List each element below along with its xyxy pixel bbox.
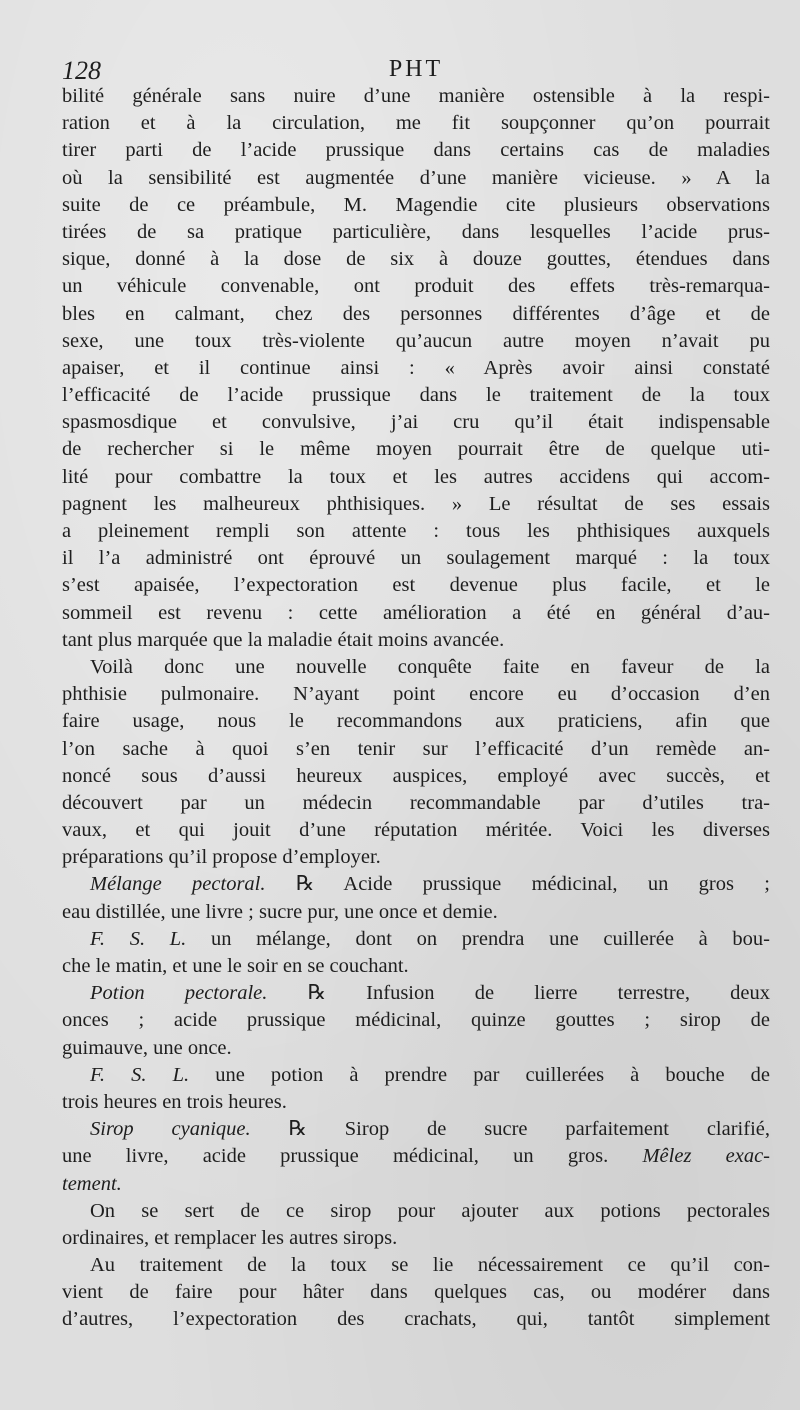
line-text: s’est apaisée, l’expectoration est devenue plus facile, et le bbox=[62, 574, 770, 597]
italic-text: Mêlez exac- bbox=[642, 1145, 770, 1168]
line-text: une potion à prendre par cuillerées à bouche de bbox=[189, 1063, 770, 1086]
text-line bbox=[62, 1171, 770, 1198]
line-text: sique, donné à la dose de six à douze gouttes, étendues dans bbox=[62, 248, 770, 271]
line-text: a pleinement rempli son attente : tous les phthisiques auxquels bbox=[62, 520, 770, 542]
text-line bbox=[62, 871, 770, 898]
line-text: On se sert de ce sirop pour ajouter aux potions pectorales bbox=[90, 1199, 770, 1222]
italic-heading: Potion pectorale. bbox=[90, 982, 268, 1005]
text-line bbox=[62, 301, 770, 328]
text-line bbox=[62, 355, 770, 382]
text-line bbox=[62, 844, 770, 871]
text-line bbox=[62, 246, 770, 273]
italic-heading: tement. bbox=[62, 1172, 122, 1195]
line-text: eau distillée, une livre ; sucre pur, une once et demie. bbox=[62, 900, 498, 923]
line-text: spasmosdique et convulsive, j’ai cru qu’il était indispensable bbox=[62, 411, 770, 434]
text-line bbox=[62, 436, 770, 463]
text-line bbox=[62, 1279, 770, 1306]
text-line bbox=[62, 926, 770, 953]
page-number: 128 bbox=[62, 56, 101, 85]
line-text: ℞ Infusion de lierre terrestre, deux bbox=[267, 982, 770, 1005]
line-text: guimauve, une once. bbox=[62, 1036, 232, 1059]
text-line bbox=[62, 165, 770, 192]
line-text: ration et à la circulation, me fit soupçonner qu’on pourrait bbox=[62, 112, 770, 135]
text-line bbox=[62, 518, 770, 545]
line-text: ordinaires, et remplacer les autres sirops. bbox=[62, 1226, 398, 1249]
text-line bbox=[62, 1062, 770, 1089]
text-line bbox=[62, 328, 770, 355]
text-line bbox=[62, 83, 770, 110]
italic-heading: F. S. L. bbox=[90, 927, 187, 950]
line-text: tant plus marquée que la maladie était moins avancée. bbox=[62, 628, 505, 651]
text-line bbox=[62, 736, 770, 763]
text-line bbox=[62, 382, 770, 409]
line-text: trois heures en trois heures. bbox=[62, 1090, 287, 1113]
text-line bbox=[62, 899, 770, 926]
italic-heading: F. S. L. bbox=[90, 1063, 190, 1086]
line-text: Voilà donc une nouvelle conquête faite en faveur de la bbox=[90, 655, 770, 678]
line-text: ℞ Sirop de sucre parfaitement clarifié, bbox=[250, 1118, 770, 1141]
text-line bbox=[62, 273, 770, 300]
line-text: un véhicule convenable, ont produit des effets très-remarqua- bbox=[62, 275, 770, 298]
line-text: ℞ Acide prussique médicinal, un gros ; bbox=[265, 873, 770, 896]
text-line bbox=[62, 1306, 770, 1333]
line-text: il l’a administré ont éprouvé un soulagement marqué : la toux bbox=[62, 547, 770, 570]
line-text: vaux, et qui jouit d’une réputation méritée. Voici les diverses bbox=[62, 819, 770, 842]
line-text: pagnent les malheureux phthisiques. » Le résultat de ses essais bbox=[62, 492, 770, 515]
text-line bbox=[62, 219, 770, 246]
text-line bbox=[62, 1225, 770, 1252]
text-line bbox=[62, 654, 770, 681]
text-line bbox=[62, 110, 770, 137]
body-text bbox=[62, 83, 770, 1334]
text-line bbox=[62, 817, 770, 844]
text-line bbox=[62, 708, 770, 735]
text-line bbox=[62, 1252, 770, 1279]
line-text: faire usage, nous le recommandons aux praticiens, afin que bbox=[62, 710, 770, 733]
text-line bbox=[62, 545, 770, 572]
line-text: bilité générale sans nuire d’une manière ostensible à la respi- bbox=[62, 85, 770, 107]
text-line bbox=[62, 627, 770, 654]
line-text: de rechercher si le même moyen pourrait être de quelque uti- bbox=[62, 438, 770, 461]
text-line bbox=[62, 953, 770, 980]
text-line bbox=[62, 409, 770, 436]
text-line bbox=[62, 137, 770, 164]
text-line bbox=[62, 1116, 770, 1143]
line-text: l’efficacité de l’acide prussique dans le traitement de la toux bbox=[62, 384, 770, 407]
text-line bbox=[62, 464, 770, 491]
line-text: lité pour combattre la toux et les autres accidens qui accom- bbox=[62, 465, 770, 488]
text-line bbox=[62, 681, 770, 708]
line-text: d’autres, l’expectoration des crachats, qui, tantôt simplement bbox=[62, 1308, 770, 1331]
text-line bbox=[62, 790, 770, 817]
line-text: une livre, acide prussique médicinal, un gros. bbox=[62, 1145, 643, 1168]
line-text: sommeil est revenu : cette amélioration a été en général d’au- bbox=[62, 601, 770, 624]
italic-heading: Mélange pectoral. bbox=[90, 873, 266, 896]
line-text: où la sensibilité est augmentée d’une manière vicieuse. » A la bbox=[62, 166, 770, 189]
line-text: l’on sache à quoi s’en tenir sur l’efficacité d’un remède an- bbox=[62, 737, 770, 760]
text-line bbox=[62, 600, 770, 627]
line-text: tirées de sa pratique particulière, dans lesquelles l’acide prus- bbox=[62, 220, 770, 243]
text-line bbox=[62, 1143, 770, 1170]
line-text: suite de ce préambule, M. Magendie cite plusieurs observations bbox=[62, 193, 770, 216]
text-line bbox=[62, 491, 770, 518]
line-text: onces ; acide prussique médicinal, quinze gouttes ; sirop de bbox=[62, 1009, 770, 1032]
line-text: vient de faire pour hâter dans quelques cas, ou modérer dans bbox=[62, 1281, 770, 1304]
line-text: bles en calmant, chez des personnes différentes d’âge et de bbox=[62, 302, 770, 325]
line-text: préparations qu’il propose d’employer. bbox=[62, 846, 381, 869]
text-line bbox=[62, 1089, 770, 1116]
text-line bbox=[62, 572, 770, 599]
line-text: apaiser, et il continue ainsi : « Après avoir ainsi constaté bbox=[62, 356, 770, 379]
line-text: tirer parti de l’acide prussique dans certains cas de maladies bbox=[62, 139, 770, 162]
line-text: découvert par un médecin recommandable par d’utiles tra- bbox=[62, 791, 770, 814]
text-line bbox=[62, 763, 770, 790]
line-text: sexe, une toux très-violente qu’aucun autre moyen n’avait pu bbox=[62, 329, 770, 352]
line-text: noncé sous d’aussi heureux auspices, employé avec succès, et bbox=[62, 764, 770, 787]
line-text: che le matin, et une le soir en se couchant. bbox=[62, 955, 409, 977]
line-text: phthisie pulmonaire. N’ayant point encore eu d’occasion d’en bbox=[62, 683, 770, 706]
line-text: un mélange, dont on prendra une cuillerée à bou- bbox=[186, 927, 770, 950]
line-text: Au traitement de la toux se lie nécessairement ce qu’il con- bbox=[90, 1254, 770, 1277]
running-head: PHT bbox=[388, 56, 444, 82]
text-line bbox=[62, 1007, 770, 1034]
text-line bbox=[62, 1198, 770, 1225]
text-line bbox=[62, 980, 770, 1007]
text-line bbox=[62, 192, 770, 219]
text-line bbox=[62, 1035, 770, 1062]
italic-heading: Sirop cyanique. bbox=[90, 1118, 251, 1141]
